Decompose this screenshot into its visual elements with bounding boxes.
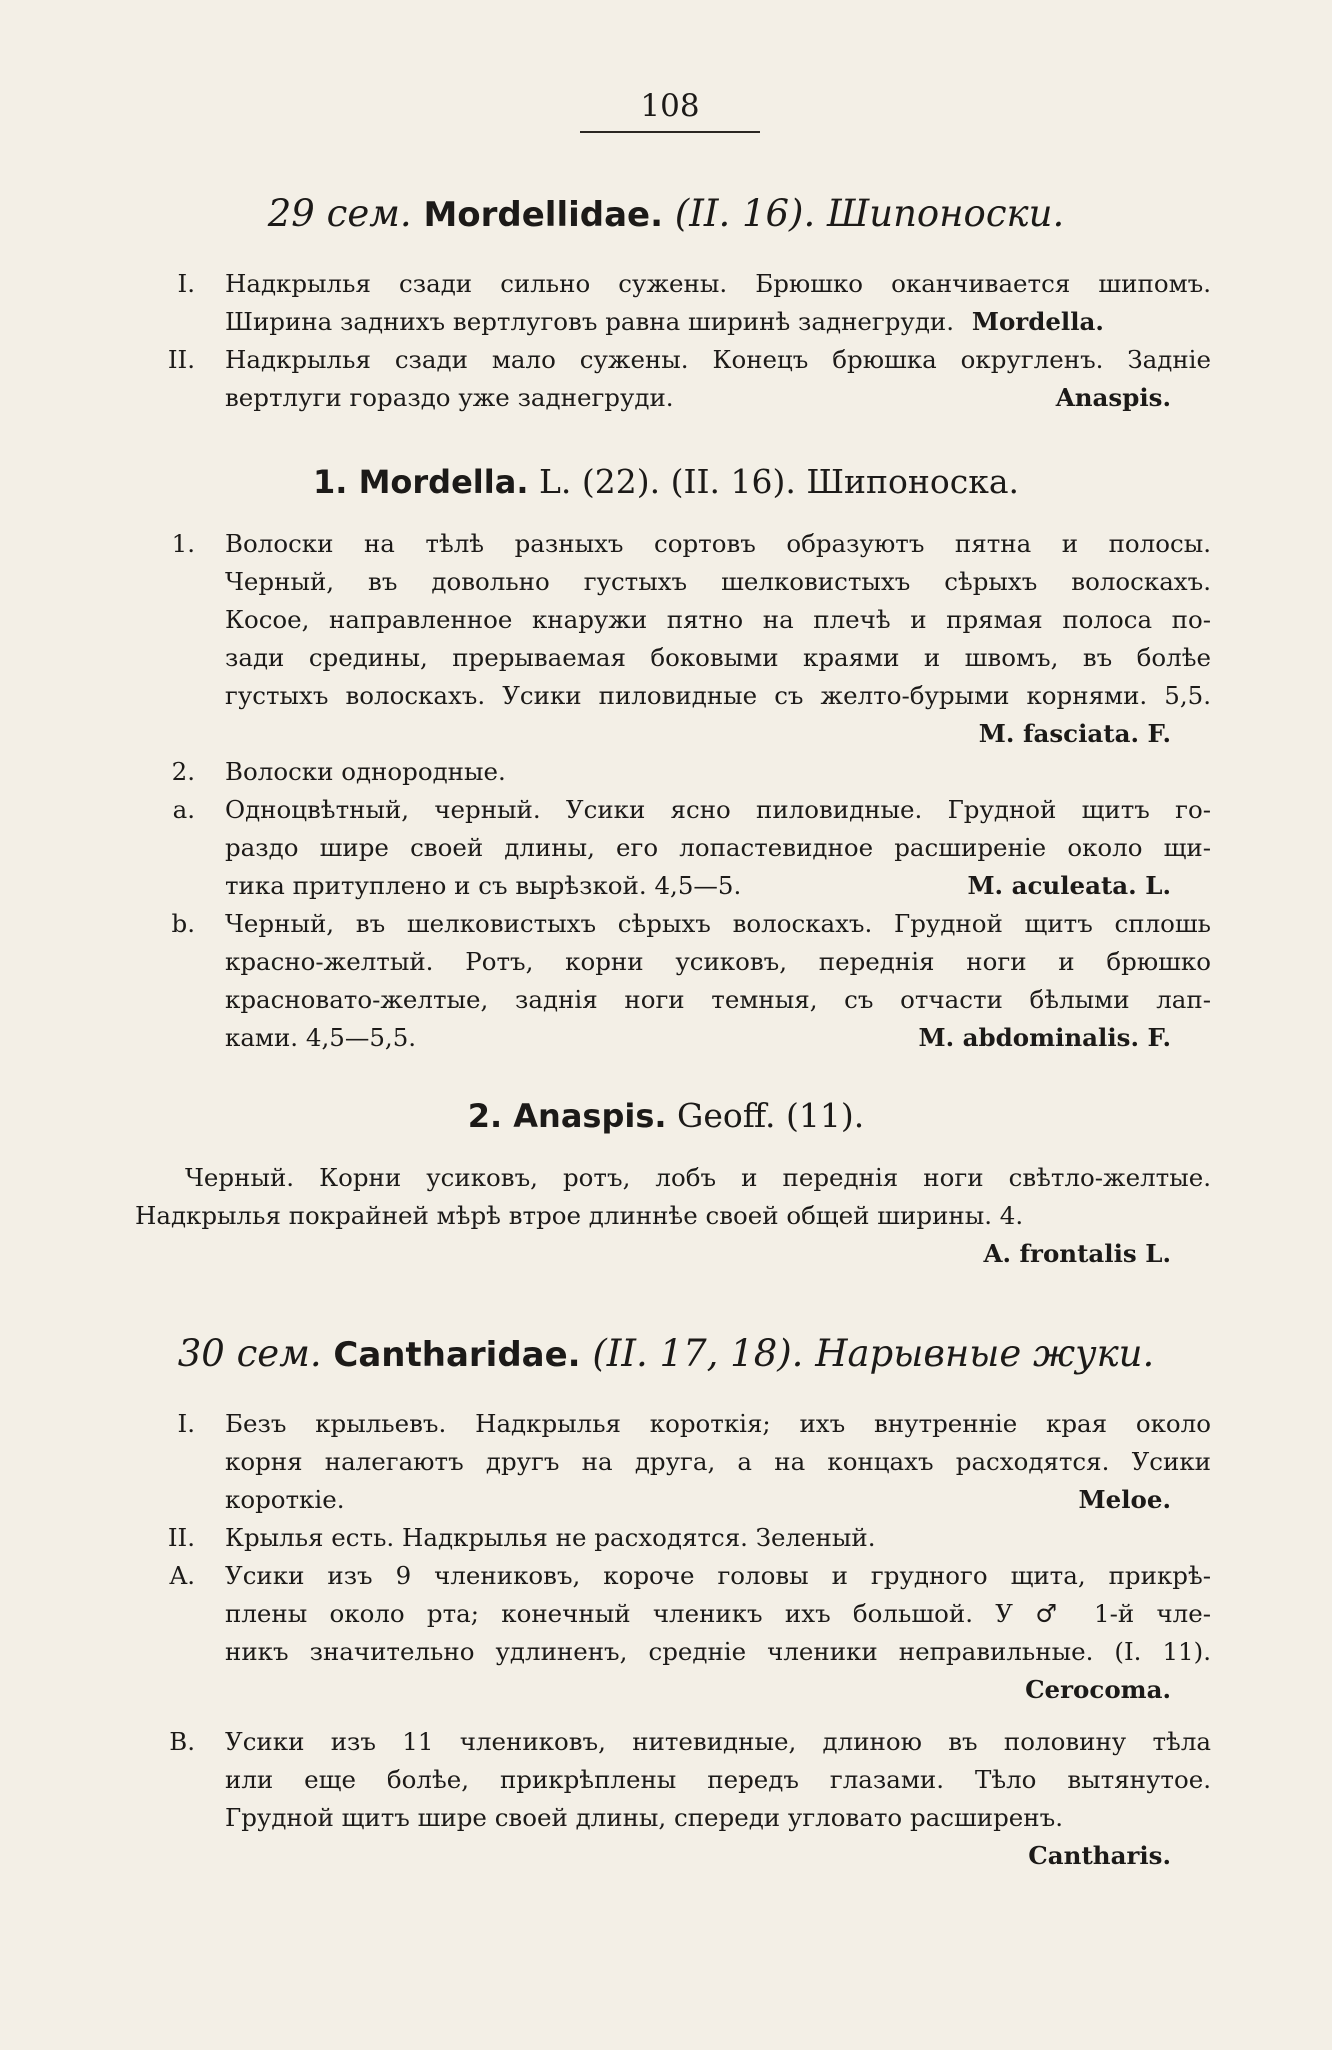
- key-label: II.: [167, 345, 195, 374]
- key-line: Грудной щитъ шире своей длины, спереди угловато расширенъ.: [225, 1803, 1063, 1832]
- key-line: короткіе.: [225, 1485, 345, 1514]
- key-line: плены около рта; конечный членикъ ихъ большой. У ♂ 1-й чле-: [225, 1599, 1211, 1628]
- key-line: Надкрылья сзади мало сужены. Конецъ брюшка округленъ. Задніе: [225, 345, 1211, 374]
- family-29-prefix: 29 сем.: [267, 192, 412, 235]
- key-line: Усики изъ 11 члениковъ, нитевидные, длиною въ половину тѣла: [225, 1727, 1211, 1756]
- species-name: M. abdominalis. F.: [918, 1023, 1171, 1052]
- key-line: Усики изъ 9 члениковъ, короче головы и грудного щита, прикрѣ-: [225, 1561, 1211, 1590]
- family-30-heading: [0, 1330, 1332, 1379]
- key-line: Крылья есть. Надкрылья не расходятся. Зеленый.: [225, 1523, 876, 1552]
- family-30-name: Cantharidae.: [333, 1335, 581, 1375]
- key-line: корня налегаютъ другъ на друга, а на концахъ расходятся. Усики: [225, 1447, 1211, 1476]
- key-line: никъ значительно удлиненъ, средніе членики неправильные. (I. 11).: [225, 1637, 1211, 1666]
- key-line: или еще болѣе, прикрѣплены передъ глазами. Тѣло вытянутое.: [225, 1765, 1211, 1794]
- family-30-prefix: 30 сем.: [177, 1332, 322, 1375]
- item-line: раздо шире своей длины, его лопастевидное расширеніе около щи-: [225, 833, 1211, 862]
- key-genus: Cantharis.: [1028, 1841, 1171, 1870]
- key-line: Безъ крыльевъ. Надкрылья короткія; ихъ внутренніе края около: [225, 1409, 1211, 1438]
- item-line: красновато-желтые, заднія ноги темныя, съ отчасти бѣлыми лап-: [225, 985, 1211, 1014]
- item-line: Черный, въ довольно густыхъ шелковистыхъ сѣрыхъ волоскахъ.: [225, 567, 1211, 596]
- genus-anaspis-heading: [0, 1094, 1332, 1138]
- item-label: a.: [172, 795, 195, 824]
- family-29-common: Шипоноски.: [827, 192, 1065, 235]
- genus-mordella-rest: L. (22). (II. 16). Шипоноска.: [538, 462, 1019, 501]
- key-line: вертлуги гораздо уже заднегруди.: [225, 383, 674, 412]
- key-line: Надкрылья сзади сильно сужены. Брюшко оканчивается шипомъ.: [225, 269, 1211, 298]
- key-label: A.: [169, 1561, 195, 1590]
- key-label: I.: [177, 269, 195, 298]
- species-name: M. fasciata. F.: [978, 719, 1171, 748]
- key-genus: Meloe.: [1078, 1485, 1171, 1514]
- item-line: Одноцвѣтный, черный. Усики ясно пиловидные. Грудной щитъ го-: [225, 795, 1211, 824]
- item-line: Косое, направленное кнаружи пятно на плечѣ и прямая полоса по-: [225, 605, 1211, 634]
- key-label: B.: [169, 1727, 195, 1756]
- item-line: Волоски на тѣлѣ разныхъ сортовъ образуютъ пятна и полосы.: [225, 529, 1211, 558]
- item-line: тика притуплено и съ вырѣзкой. 4,5—5.: [225, 871, 742, 900]
- key-genus: Anaspis.: [1055, 383, 1171, 412]
- item-line: ками. 4,5—5,5.: [225, 1023, 417, 1052]
- item-label: 2.: [171, 757, 195, 786]
- item-label: 1.: [171, 529, 195, 558]
- family-29-name: Mordellidae.: [423, 195, 664, 235]
- page-number-rule: [580, 131, 760, 133]
- key-genus: Mordella.: [971, 307, 1104, 336]
- item-line: Волоски однородные.: [225, 757, 506, 786]
- genus-mordella-name: 1. Mordella.: [313, 463, 529, 501]
- anaspis-line: Надкрылья покрайней мѣрѣ втрое длиннѣе своей общей ширины. 4.: [135, 1201, 1024, 1230]
- key-label: II.: [167, 1523, 195, 1552]
- item-line: зади средины, прерываемая боковыми краями и швомъ, въ болѣе: [225, 643, 1211, 672]
- species-name: M. aculeata. L.: [967, 871, 1171, 900]
- key-line-with-genus: [225, 302, 1211, 342]
- species-name: A. frontalis L.: [983, 1239, 1171, 1268]
- genus-anaspis-name: 2. Anaspis.: [467, 1097, 667, 1135]
- page-number: 108: [640, 88, 700, 124]
- family-29-ref: (II. 16).: [674, 192, 816, 235]
- key-label: I.: [177, 1409, 195, 1438]
- anaspis-line: Черный. Корни усиковъ, ротъ, лобъ и переднія ноги свѣтло-желтые.: [185, 1163, 1211, 1192]
- item-line: густыхъ волоскахъ. Усики пиловидные съ желто-бурыми корнями. 5,5.: [225, 681, 1211, 710]
- item-line: Черный, въ шелковистыхъ сѣрыхъ волоскахъ. Грудной щитъ сплошь: [225, 909, 1211, 938]
- item-label: b.: [171, 909, 195, 938]
- key-line: Ширина заднихъ вертлуговъ равна ширинѣ заднегруди.: [225, 307, 955, 336]
- family-29-heading: [0, 190, 1332, 239]
- genus-anaspis-rest: Geoff. (11).: [677, 1096, 865, 1135]
- family-30-ref: (II. 17, 18).: [592, 1332, 804, 1375]
- family-30-common: Нарывные жуки.: [815, 1332, 1155, 1375]
- item-line: красно-желтый. Ротъ, корни усиковъ, переднія ноги и брюшко: [225, 947, 1211, 976]
- genus-mordella-heading: [0, 460, 1332, 504]
- key-genus: Cerocoma.: [1025, 1675, 1171, 1704]
